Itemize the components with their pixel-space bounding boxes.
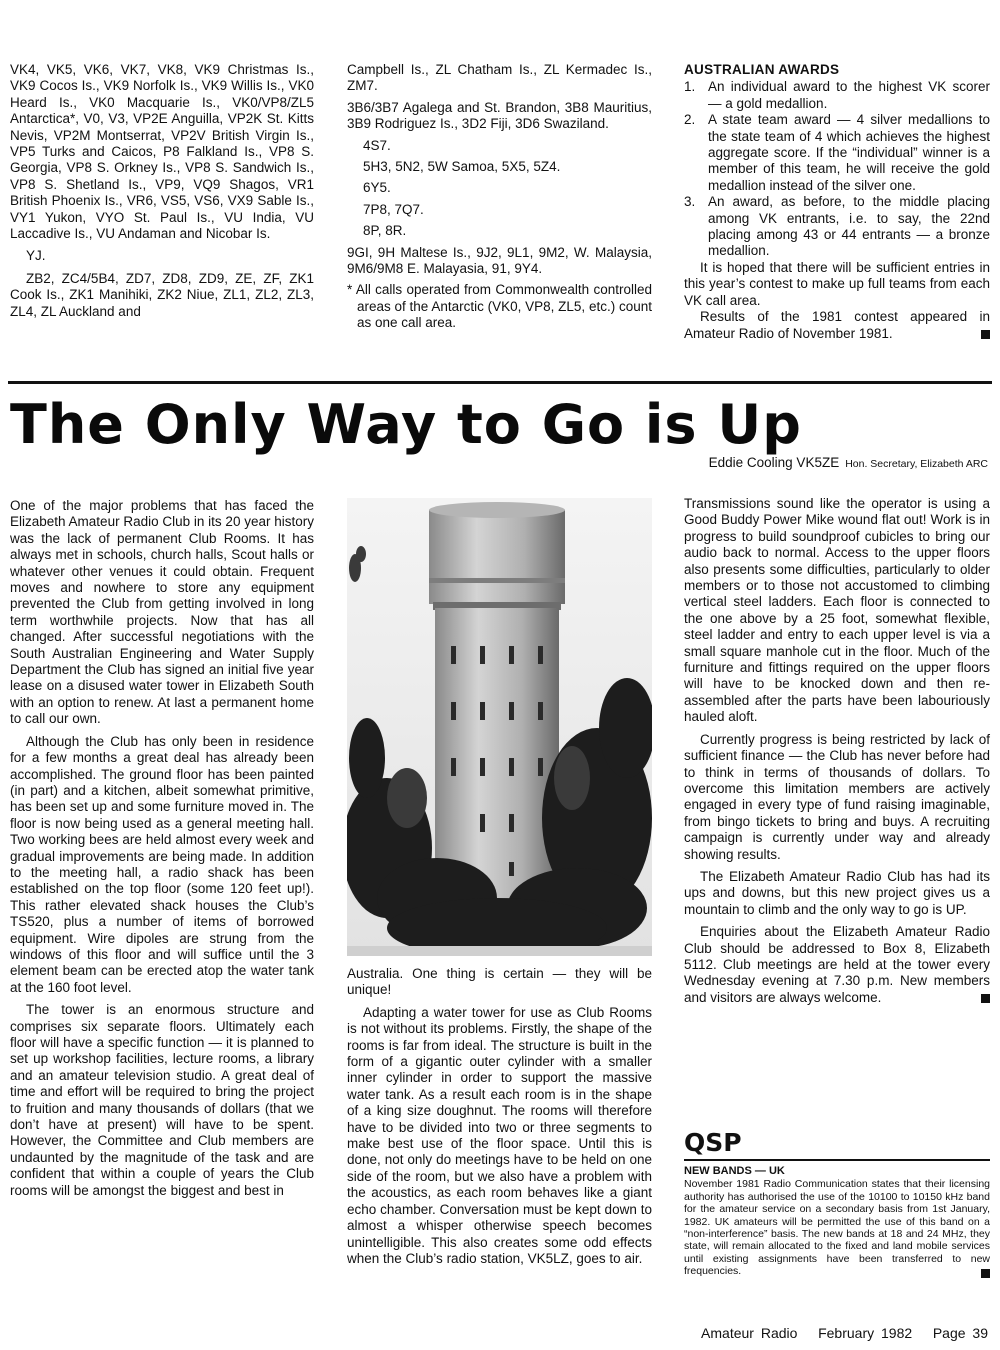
prefix-list: 3B6/3B7 Agalega and St. Brandon, 3B8 Mauritius, 3B9 Rodriguez Is., 3D2 Fiji, 3D6 Swaziland. <box>347 99 652 132</box>
end-of-article-mark <box>981 1269 990 1278</box>
qsp-news-item <box>684 1165 990 1278</box>
prefix-list: 6Y5. <box>363 180 391 196</box>
author-affiliation: Hon. Secretary, Elizabeth ARC <box>845 458 988 470</box>
awards-results: Results of the 1981 contest appeared in Amateur Radio of November 1981. <box>684 309 990 341</box>
end-of-article-mark <box>981 994 990 1003</box>
article-headline: The Only Way to Go is Up <box>10 393 802 456</box>
prefix-list: 9GI, 9H Maltese Is., 9J2, 9L1, 9M2, W. Malaysia, 9M6/9M8 E. Malayasia, 91, 9Y4. <box>347 244 652 277</box>
section-divider <box>8 381 992 384</box>
publication-name: Amateur Radio <box>701 1325 798 1341</box>
article-paragraph: Enquiries about the Elizabeth Amateur Radio Club should be addressed to Box 8, Elizabeth 5112. Club meetings are held at the tower every Wednesday evening at 7.30 p.m. New members and visitors are always welcome. <box>684 924 990 1005</box>
page-footer <box>701 1325 988 1341</box>
qsp-section-title: QSP <box>684 1128 742 1157</box>
article-paragraph: Adapting a water tower for use as Club Rooms is not without its problems. Firstly, the shape of the rooms is far from ideal. The structure is built in the form of a gigantic outer cylinder with a smaller inner cylinder in order to support the massive water tank. As a result each room is in the shape of a king size doughnut. The rooms will therefore have to be divided into two or three segments to make best use of the floor space. Until this is done, not only do meetings have to be held on one side of the room, but we also have a problem with the acoustics, as each room behaves like a giant echo chamber. Conversation must be kept down to almost a whisper otherwise speech becomes unintelligible. This also creates some odd effects when the Club’s radio station, VK5LZ, goes to air. <box>347 1004 652 1266</box>
water-tower-photo <box>347 498 652 956</box>
article-paragraph: Transmissions sound like the operator is using a Good Buddy Power Mike wound flat out! Work is in progress to build soundproof cubicles to bring our audio back to normal. Access to the upper floors also presents some difficulties, particularly to older members or to those not accustomed to climbing vertical steel ladders. Each floor is connected to the one above by a 25 foot, somewhat flexible, steel ladder and entry to each upper level is via a small square manhole cut in the floor. Much of the furniture and fittings required on the upper floors will have to be knocked down and then re-assembled after the parts have been labouriously hauled aloft. <box>684 496 990 725</box>
prefix-list: VK4, VK5, VK6, VK7, VK8, VK9 Christmas Is., VK9 Cocos Is., VK9 Norfolk Is., VK9 Willis Is., VK0 Heard Is., VK0 Macquarie Is., VK0/VP8/ZL5 Antarctica*, V0, V3, VP2E Anguilla, VP2K St. Kitts Nevis, VP2M Montserrat, VP2V British Virgin Is., VP5 Turks and Caicos, P8 Falkland Is., VP8 S. Georgia, VP8 S. Orkney Is., VP8 S. Sandwich Is., VP8 S. Shetland Is., VP9, VQ9 Shagos, VR1 British Phoenix Is., VR6, VS5, VS6, VX9 Sable Is., VY1 Yukon, VYO St. Paul Is., VU India, VU Laccadive Is., VU Andaman and Nicobar Is. <box>10 62 314 242</box>
byline <box>709 455 988 470</box>
prefix-list: Campbell Is., ZL Chatham Is., ZL Kermadec Is., ZM7. <box>347 62 652 94</box>
author-name: Eddie Cooling VK5ZE <box>708 455 840 470</box>
awards-heading: AUSTRALIAN AWARDS <box>684 62 840 77</box>
prefix-list: 7P8, 7Q7. <box>363 201 424 217</box>
article-paragraph: The tower is an enormous structure and comprises six separate floors. Ultimately each floor will have a specific function — it is planned to set up workshop facilities, lecture rooms, a library and an amateur television studio. A great deal of time and effort will be required to bring the project to fruition and many thousands of dollars (that we don’t have at present) will have to be spent. However, the Committee and Club members are undaunted by the magnitude of the task and are confident that within a couple of years the Club rooms will be amongst the biggest and best in <box>10 1002 314 1198</box>
qsp-item-heading: NEW BANDS — UK <box>684 1165 785 1177</box>
article-column-1 <box>10 498 314 1205</box>
awards-note: It is hoped that there will be sufficient entries in this year’s contest to make up full teams from each VK call area. <box>684 259 990 308</box>
article-column-3 <box>684 496 990 1012</box>
article-column-2 <box>347 966 652 1273</box>
australian-awards <box>684 62 990 342</box>
prefix-list: YJ. <box>26 248 46 264</box>
awards-list <box>684 79 990 259</box>
article-paragraph: Currently progress is being restricted by lack of sufficient finance — the Club has never before had to think in terms of thousands of dollars. To overcome this limitation members are actively engaged in every type of fund raising imaginable, from bingo tickets to bring and buys. A recruiting campaign is currently under way and already showing results. <box>684 731 990 862</box>
article-paragraph: The Elizabeth Amateur Radio Club has had its ups and downs, but this new project gives us a mountain to climb and the only way to go is UP. <box>684 868 990 917</box>
prefix-list: ZB2, ZC4/5B4, ZD7, ZD8, ZD9, ZE, ZF, ZK1 Cook Is., ZK1 Manihiki, ZK2 Niue, ZL1, ZL2, ZL3, ZL4, ZL Auckland and <box>10 270 314 319</box>
award-item: 3. An award, as before, to the middle placing among VK entrants, i.e. to say, the 22nd placing among 43 or 44 entrants — a bronze medallion. <box>684 194 990 259</box>
qsp-item-text: November 1981 Radio Communication states that their licensing authority has authorised the use of the 10100 to 10150 kHz band for the amateur service on a secondary basis from 1st January, 1982. UK amateurs will be permitted the use of this band on a “non-interference” basis. The new bands at 18 and 24 MHz, they state, will remain allocated to the fixed and land mobile services until existing assignments have been transferred to new frequencies. <box>684 1178 990 1278</box>
end-of-article-mark <box>981 330 990 339</box>
award-item: 2. A state team award — 4 silver medallions to the state team of 4 which achieves the highest aggregate score. If the “individual” winner is a member of this team, he will receive the gold medallion instead of the silver one. <box>684 112 990 193</box>
top-column-2 <box>347 62 652 337</box>
prefix-list: 8P, 8R. <box>363 223 407 239</box>
qsp-divider <box>684 1159 990 1161</box>
prefix-list: 4S7. <box>363 137 391 153</box>
article-paragraph: One of the major problems that has faced the Elizabeth Amateur Radio Club in its 20 year history was the lack of permanent Club Rooms. It has always met in schools, church halls, Scout halls or whatever other venues it could obtain. Frequent moves and nowhere to store any equipment prevented the Club from getting involved in long term worthwhile projects. Now that has all changed. After successful negotiations with the South Australian Engineering and Water Supply Department the Club has signed an initial five year lease on a disused water tower in Elizabeth South with an option to renew. At last a permanent home to call our own. <box>10 498 314 727</box>
page-number: Page 39 <box>932 1325 988 1341</box>
article-paragraph: Although the Club has only been in residence for a few months a great deal has already been accomplished. The ground floor has been painted (in part) and a kitchen, albeit somewhat primitive, has been set up and some furniture moved in. The floor is now being used as a general meeting hall. Two working bees are held almost every week and gradual improvements are being made. In addition to the meeting hall, a radio shack has been established on the top floor (some 120 feet up!). This rather elevated shack houses the Club’s TS520, plus a number of items of borrowed equipment. Wire dipoles are strung from the windows of this floor and will suffice until the 3 element beam can be erected atop the water tank at the 160 foot level. <box>10 733 314 995</box>
antarctic-footnote: * All calls operated from Commonwealth controlled areas of the Antarctic (VK0, VP8, ZL5, etc.) count as one call area. <box>347 282 652 331</box>
water-tower-illustration <box>347 498 652 956</box>
issue-date: February 1982 <box>818 1325 913 1341</box>
award-item: 1. An individual award to the highest VK scorer — a gold medallion. <box>684 79 990 111</box>
prefix-list: 5H3, 5N2, 5W Samoa, 5X5, 5Z4. <box>363 159 561 175</box>
top-column-1 <box>10 62 314 326</box>
article-paragraph: Australia. One thing is certain — they will be unique! <box>347 966 652 998</box>
